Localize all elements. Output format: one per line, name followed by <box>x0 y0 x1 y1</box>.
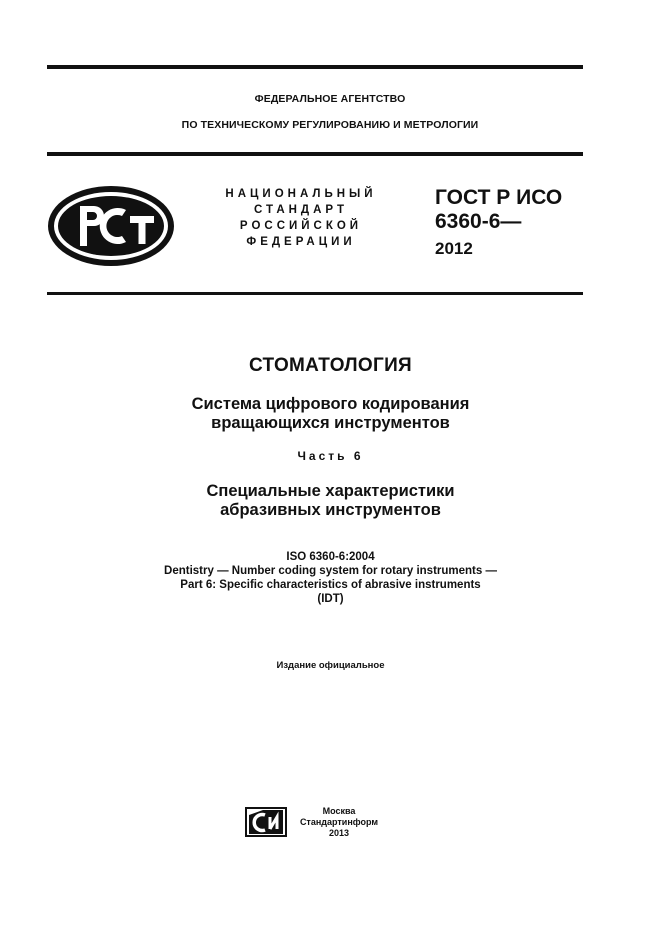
subtitle-line-2: вращающихся инструментов <box>211 414 450 432</box>
national-line-3: РОССИЙСКОЙ <box>239 220 363 232</box>
document-title: СТОМАТОЛОГИЯ <box>249 355 412 376</box>
middle-rule <box>47 152 583 156</box>
iso-title-line-2: Part 6: Specific characteristics of abrasive instruments <box>180 579 481 591</box>
part-number: Часть 6 <box>297 449 364 463</box>
standartinform-logo-icon <box>245 807 287 837</box>
edition-label: Издание официальное <box>276 660 385 671</box>
top-rule <box>47 65 583 69</box>
national-line-2: СТАНДАРТ <box>254 204 348 216</box>
iso-title-line-1: Dentistry — Number coding system for rotary instruments — <box>164 565 497 577</box>
part-title-line-1: Специальные характеристики <box>206 482 455 500</box>
document-subtitle <box>0 395 661 433</box>
agency-line-1: ФЕДЕРАЛЬНОЕ АГЕНТСТВО <box>254 93 406 105</box>
publisher-info <box>293 806 385 839</box>
gost-designation <box>435 186 562 234</box>
iso-idt: (IDT) <box>317 593 344 605</box>
part-title-line-2: абразивных инструментов <box>220 501 441 519</box>
subtitle-line-1: Система цифрового кодирования <box>191 395 470 413</box>
national-line-1: НАЦИОНАЛЬНЫЙ <box>225 188 377 200</box>
gost-year: 2012 <box>435 239 473 258</box>
part-title <box>0 482 661 520</box>
iso-reference <box>0 550 661 606</box>
rst-logo-icon <box>46 184 176 268</box>
agency-line-2: ПО ТЕХНИЧЕСКОМУ РЕГУЛИРОВАНИЮ И МЕТРОЛОГИИ <box>181 119 479 131</box>
national-line-4: ФЕДЕРАЦИИ <box>246 236 356 248</box>
publisher-year: 2013 <box>328 828 350 838</box>
gost-line-2: 6360-6— <box>435 210 522 233</box>
lower-rule <box>47 292 583 295</box>
publisher-city: Москва <box>322 806 356 816</box>
national-standard-label <box>213 186 389 250</box>
iso-code: ISO 6360-6:2004 <box>286 551 375 563</box>
gost-line-1: ГОСТ Р ИСО <box>435 186 563 209</box>
publisher-name: Стандартинформ <box>299 817 379 827</box>
